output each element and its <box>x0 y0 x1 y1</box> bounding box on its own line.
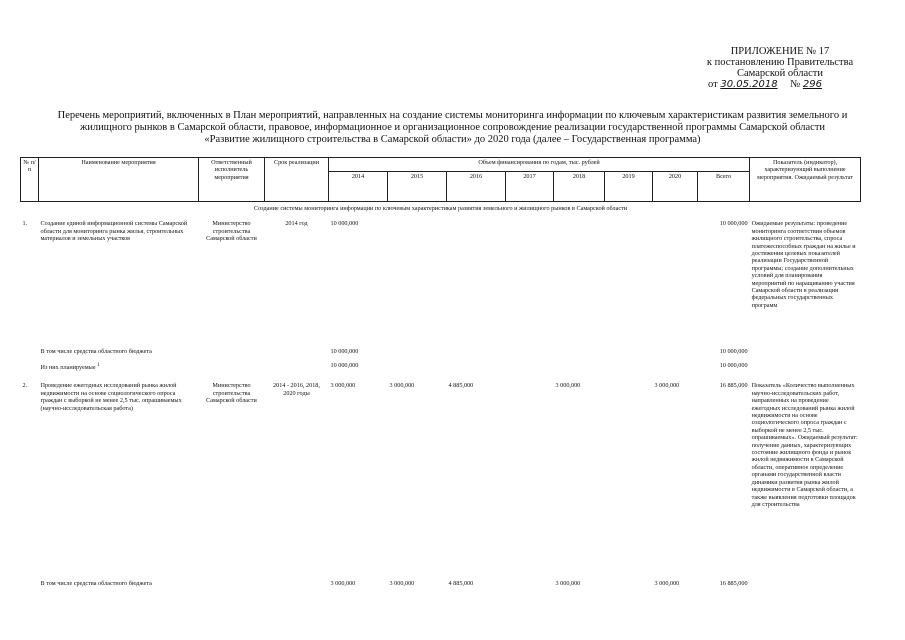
row2-2020: 3 000,000 <box>654 382 680 390</box>
appendix-title: ПРИЛОЖЕНИЕ № 17 <box>730 46 830 57</box>
row2-2018: 3 000,000 <box>555 382 581 390</box>
number-label: № <box>790 79 801 90</box>
row2-2015: 3 000,000 <box>389 382 415 390</box>
row2-num: 2. <box>22 382 28 390</box>
appendix-block <box>700 46 860 90</box>
row1-budget-total: 10 000,000 <box>719 348 748 356</box>
appendix-signature-line <box>700 79 860 90</box>
row2-budget-2018: 3 000,000 <box>555 580 581 588</box>
row2-indicator: Показатель «Количество выполненных научно-исследовательских работ, направленных на проведение ежегодных исследований рынка жилой недвижимости на основе социологического опроса граждан с выборкой не менее 2,5 тыс. опрашиваемых». Ожидаемый результат: получение данных, характеризующих состояние жилищного фонда и рынок жилой недвижимости в Самарской области, оперативное определение органами государственной власти динамики развития рынка жилой недвижимости в Самарской области, а также выявления подготовки площадок для строительства <box>751 382 858 508</box>
header-2018: 2018 <box>554 172 605 202</box>
row1-num: 1. <box>22 220 28 228</box>
table-row <box>21 361 861 379</box>
row1-2014: 10 000,000 <box>330 220 359 228</box>
row2-budget-2014: 3 000,000 <box>330 580 356 588</box>
row1-budget-2014: 10 000,000 <box>330 348 359 356</box>
appendix-line3: Самарской области <box>737 68 823 79</box>
header-indicator: Показатель (индикатор), характеризующий выполнение мероприятия. Ожидаемый результат <box>750 158 861 202</box>
header-num: № п/п <box>21 158 39 202</box>
row1-total: 10 000,000 <box>719 220 748 228</box>
row2-budget-2015: 3 000,000 <box>389 580 415 588</box>
decree-number: 296 <box>802 79 822 90</box>
document-title <box>40 110 865 146</box>
row2-budget-total: 16 885,000 <box>719 580 748 588</box>
header-2015: 2015 <box>388 172 447 202</box>
appendix-line2: к постановлению Правительства <box>706 57 854 68</box>
header-2014: 2014 <box>329 172 388 202</box>
row1-term: 2014 год <box>285 220 308 228</box>
row2-term: 2014 - 2016, 2018, 2020 годы <box>273 382 320 397</box>
footnote-marker: 1 <box>97 362 100 369</box>
header-2020: 2020 <box>653 172 698 202</box>
row2-2016: 4 885,000 <box>448 382 474 390</box>
header-funding: Объем финансирования по годам, тыс. рублей <box>329 158 750 172</box>
header-total: Всего <box>698 172 750 202</box>
table-row <box>21 217 861 347</box>
row1-planned-2014: 10 000,000 <box>330 362 359 370</box>
header-executor: Ответственный исполнитель мероприятия <box>199 158 265 202</box>
table-row <box>21 347 861 361</box>
section-heading: Создание системы мониторинга информации по ключевым характеристикам развития земельного и жилищного рынков в Самарской области <box>253 205 628 212</box>
row2-budget-2020: 3 000,000 <box>654 580 680 588</box>
row2-total: 16 885,000 <box>719 382 748 390</box>
row1-executor: Министерство строительства Самарской области <box>206 220 257 243</box>
header-name: Наименование мероприятия <box>39 158 199 202</box>
row2-executor: Министерство строительства Самарской области <box>206 382 257 405</box>
header-2016: 2016 <box>447 172 506 202</box>
row1-indicator: Ожидаемые результаты: проведение мониторинга соответствия объемов жилищного строительства, спроса платежеспособных граждан на жилье и достижения целевых показателей реализации Государственной программы; создание дополнительных условий для планирования мероприятий по наращиванию участия Самарской области в реализации федеральных государственных программ <box>751 220 856 309</box>
title-line2: жилищного рынков в Самарской области, правовое, информационное и организационное сопровождение реализации государственной программы Самарской области <box>79 122 826 133</box>
row2-budget-2016: 4 885,000 <box>448 580 474 588</box>
table-row <box>21 579 861 593</box>
row1-budget-label: В том числе средства областного бюджета <box>40 348 152 356</box>
row1-planned-label: Из них планируемые <box>40 364 96 372</box>
title-line3: «Развитие жилищного строительства в Самарской области» до 2020 года (далее – Государственная программа) <box>204 134 701 145</box>
header-2019: 2019 <box>605 172 653 202</box>
from-label: от <box>708 79 718 90</box>
header-2017: 2017 <box>506 172 554 202</box>
header-term: Срок реализации <box>265 158 329 202</box>
row2-2014: 3 000,000 <box>330 382 356 390</box>
row2-budget-label: В том числе средства областного бюджета <box>40 580 152 588</box>
table-row <box>21 379 861 579</box>
row2-name: Проведение ежегодных исследований рынка жилой недвижимости на основе социологического опроса граждан с выборкой не менее 2,5 тыс. опрашиваемых (научно-исследовательская работа) <box>40 382 182 412</box>
row1-planned-cell <box>39 361 329 379</box>
measures-table <box>20 157 861 593</box>
row1-name: Создание единой информационной системы Самарской области для мониторинга рынка жилья, строительных материалов и земельных участков <box>40 220 188 243</box>
decree-date: 30.05.2018 <box>720 79 778 90</box>
row1-planned-total: 10 000,000 <box>719 362 748 370</box>
title-line1: Перечень мероприятий, включенных в План мероприятий, направленных на создание системы мониторинга информации по ключевым характеристикам развития земельного и <box>57 110 848 121</box>
